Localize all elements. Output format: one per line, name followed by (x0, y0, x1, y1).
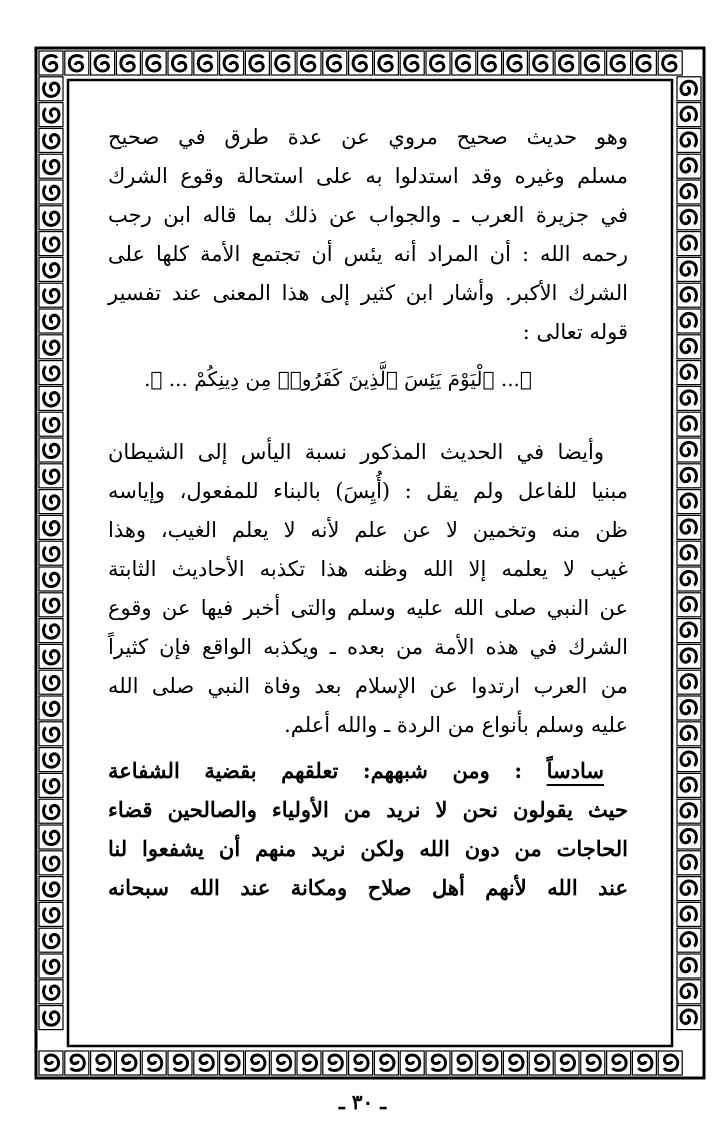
text-line: الشرك في هذه الأمة من بعده ـ ويكذبه الواقع فإن كثيراً (108, 635, 628, 659)
text-line: : ومن شبههم: تعلقهم بقضية الشفاعة (108, 758, 547, 783)
text-line: عليه وسلم بأنواع من الردة ـ والله أعلم. (284, 713, 628, 737)
text-line: عن النبي صلى الله عليه وسلم والتى أخبر فيها عن وقوع (108, 596, 628, 620)
text-line: مبنيا للفاعل ولم يقل : (أُيِسَ) بالبناء للمفعول، وإياسه (108, 479, 628, 503)
text-line: حيث يقولون نحن لا نريد من الأولياء والصالحين قضاء (108, 797, 628, 822)
paragraph-1 (108, 118, 628, 352)
section-first-line (108, 751, 628, 790)
text-line: رحمه الله : أن المراد أنه يئس أن تجتمع الأمة كلها على (108, 242, 628, 266)
text-line: من العرب ارتدوا عن الإسلام بعد وفاة النبي صلى الله (108, 674, 628, 698)
text-line: وأيضا في الحديث المذكور نسبة اليأس إلى الشيطان (108, 440, 604, 464)
paragraph-2 (108, 433, 628, 745)
section-heading: سادساً (546, 758, 604, 783)
page-number: ـ ٣٠ ـ (338, 1090, 387, 1114)
text-line: الحاجات من دون الله ولكن نريد منهم أن يشفعوا لنا (108, 836, 628, 861)
text-line: عند الله لأنهم أهل صلاح ومكانة عند الله سبحانه (108, 875, 628, 900)
text-line: وهو حديث صحيح مروي عن عدة طرق في صحيح (108, 125, 628, 149)
text-line: غيب لا يعلمه إلا الله وظنه هذا تكذبه الأحاديث الثابتة (108, 557, 628, 581)
text-line: الشرك الأكبر. وأشار ابن كثير إلى هذا المعنى عند تفسير (108, 281, 628, 305)
quran-verse: ﴿... ٱلْيَوْمَ يَئِسَ ٱلَّذِينَ كَفَرُوا۟ مِن دِينِكُمْ ... ﴾. (144, 367, 532, 391)
text-line: في جزيرة العرب ـ والجواب عن ذلك بما قاله ابن رجب (108, 203, 628, 227)
text-line: قوله تعالى : (522, 320, 628, 344)
page-body (108, 118, 628, 907)
text-line: مسلم وغيره وقد استدلوا به على استحالة وقوع الشرك (108, 164, 628, 188)
text-line: ظن منه وتخمين لا عن علم لأنه لا يعلم الغيب، وهذا (108, 518, 628, 542)
section-six (108, 751, 628, 907)
